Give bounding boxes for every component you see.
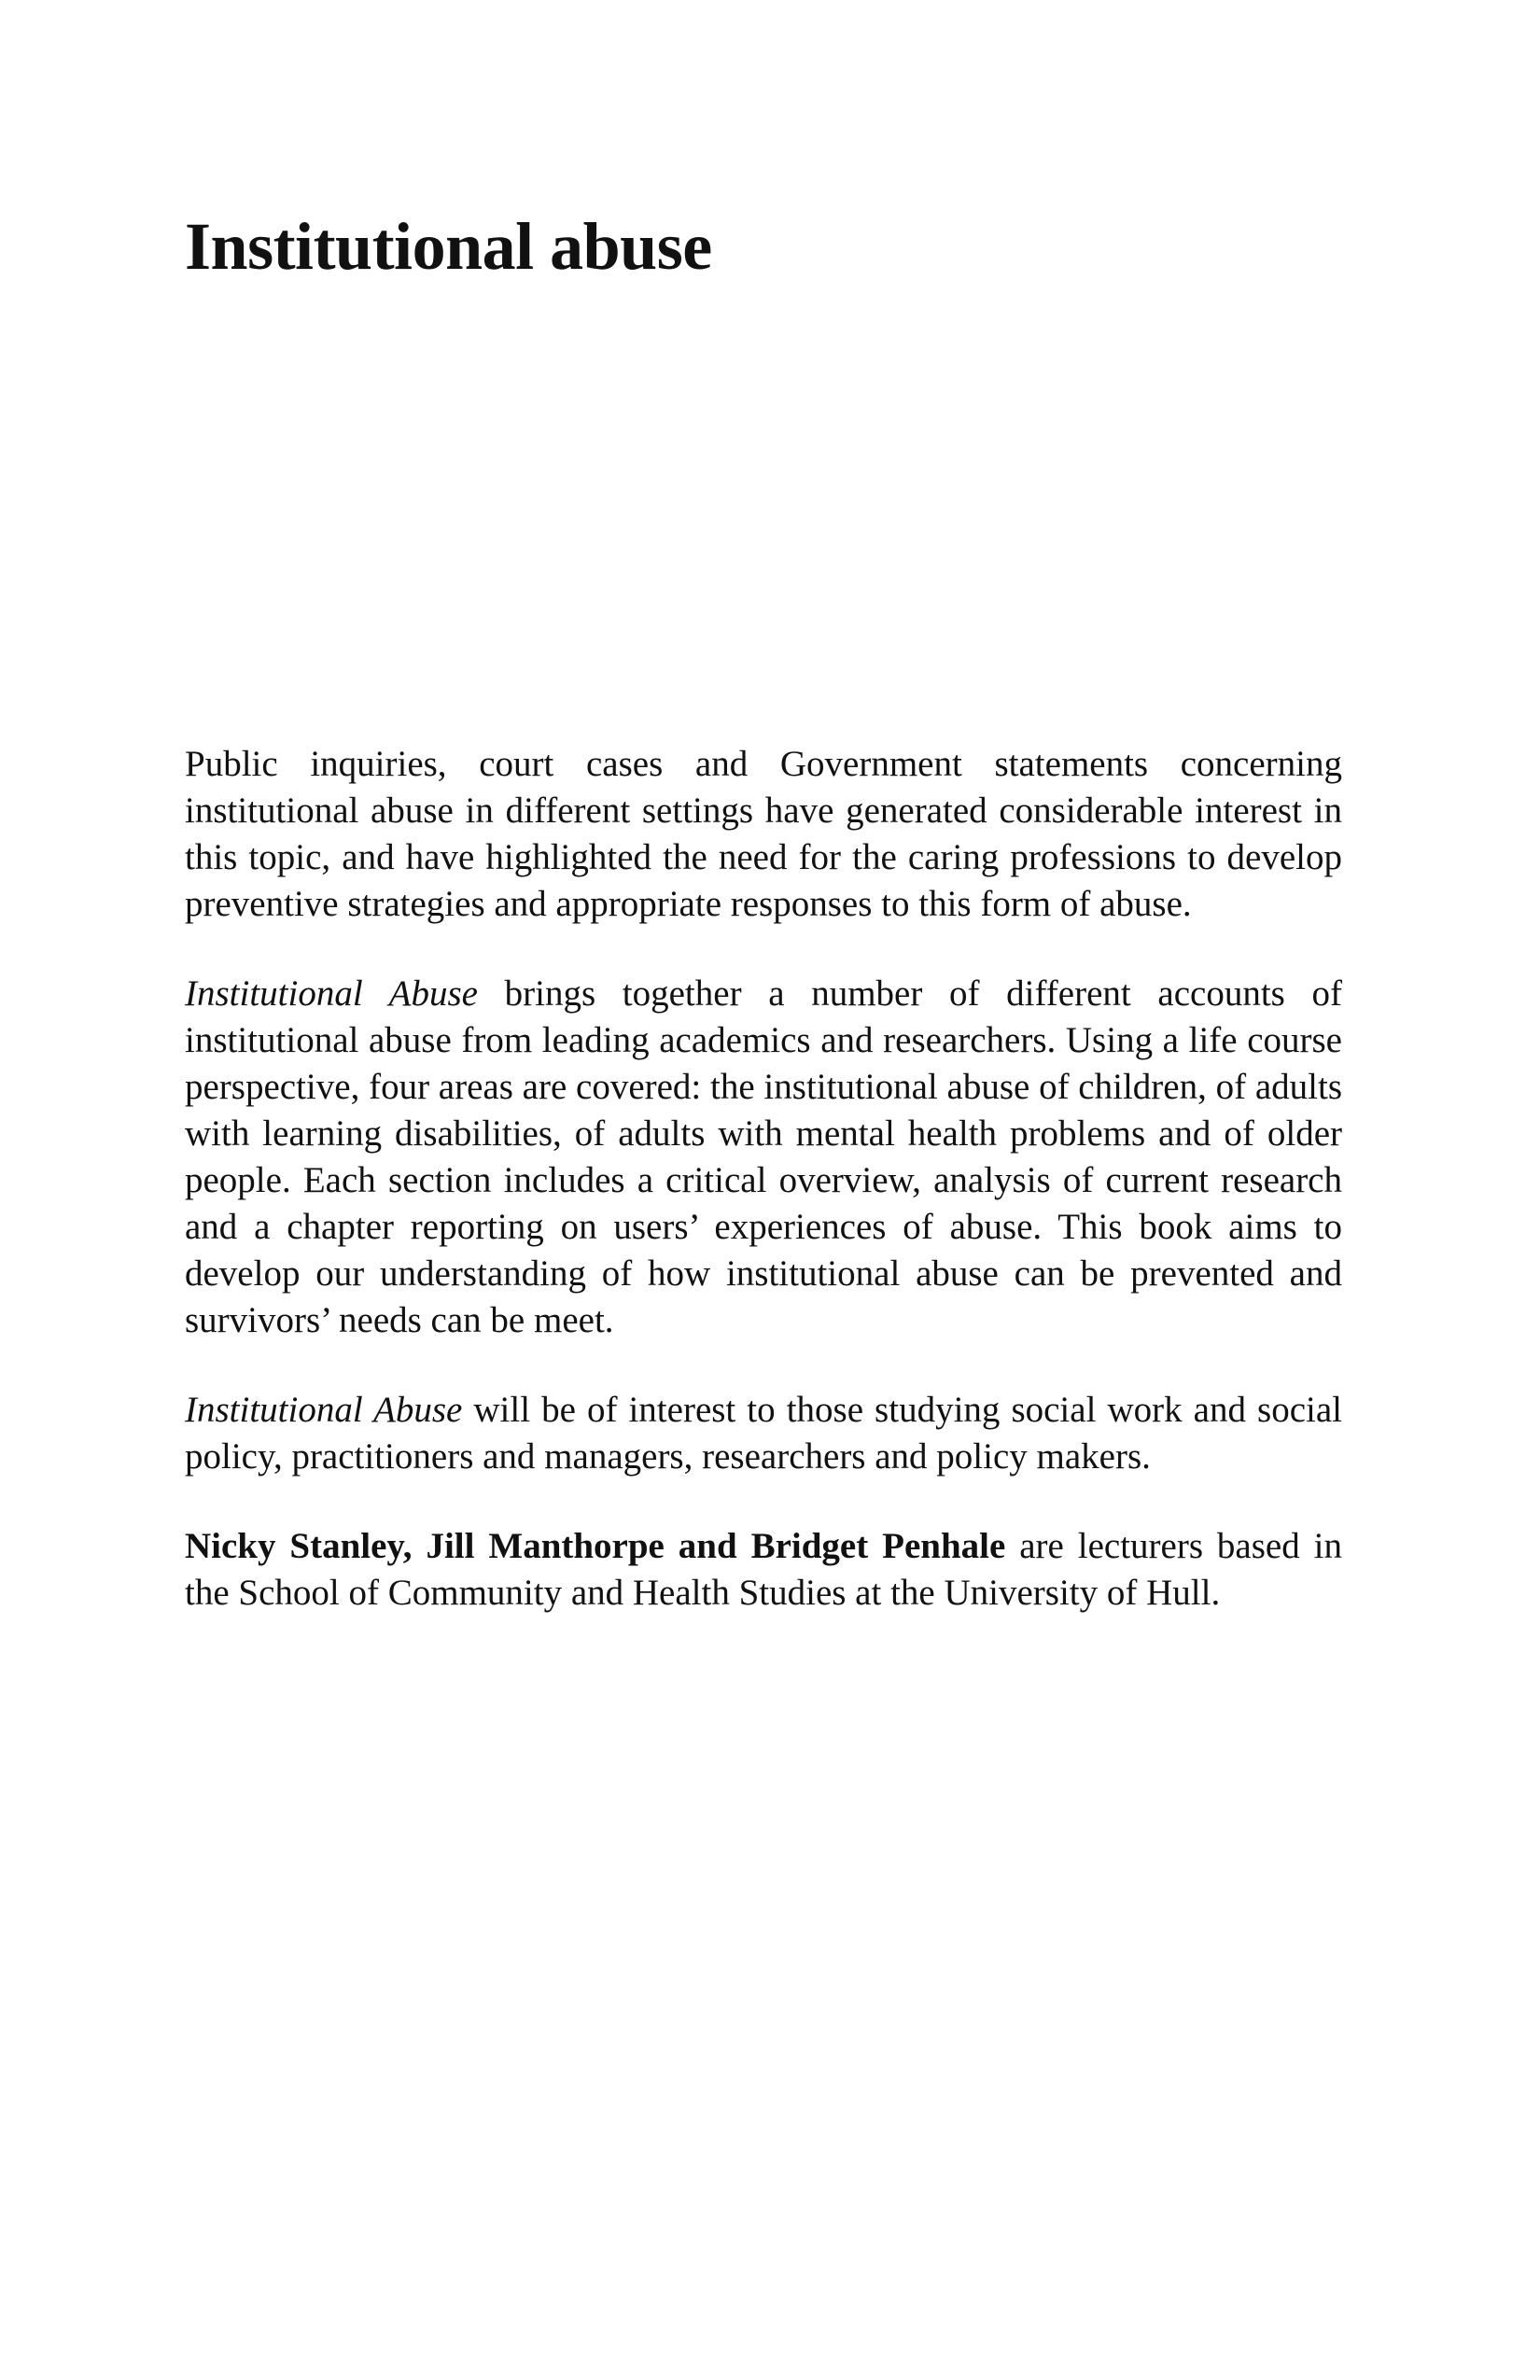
book-title-italic: Institutional Abuse	[185, 973, 478, 1014]
page-title: Institutional abuse	[185, 209, 712, 284]
blurb-body	[185, 741, 1342, 1659]
paragraph-authors	[185, 1523, 1342, 1617]
paragraph-overview	[185, 971, 1342, 1344]
book-title-italic: Institutional Abuse	[185, 1390, 463, 1430]
paragraph-intro	[185, 741, 1342, 928]
paragraph-overview-text: brings together a number of different accounts of institutional abuse from leading academics and researchers. Using a life course perspective, four areas are covered: the institutional abuse of children, of adults with learning disabilities, of adults with mental health problems and of older people. Each section includes a critical overview, analysis of current research and a chapter reporting on users’ experiences of abuse. This book aims to develop our understanding of how institutional abuse can be prevented and survivors’ needs can be meet.	[185, 973, 1342, 1340]
author-names: Nicky Stanley, Jill Manthorpe and Bridget Penhale	[185, 1526, 1006, 1566]
paragraph-authors-text: are lecturers based in the School of Community and Health Studies at the University of Hull.	[185, 1526, 1342, 1613]
paragraph-audience-text: will be of interest to those studying social work and social policy, practitioners and managers, researchers and policy makers.	[185, 1390, 1342, 1477]
paragraph-intro-text: Public inquiries, court cases and Government statements concerning institutional abuse in different settings have generated considerable interest in this topic, and have highlighted the need for the caring professions to develop preventive strategies and appropriate responses to this form of abuse.	[185, 744, 1342, 924]
paragraph-audience	[185, 1387, 1342, 1480]
